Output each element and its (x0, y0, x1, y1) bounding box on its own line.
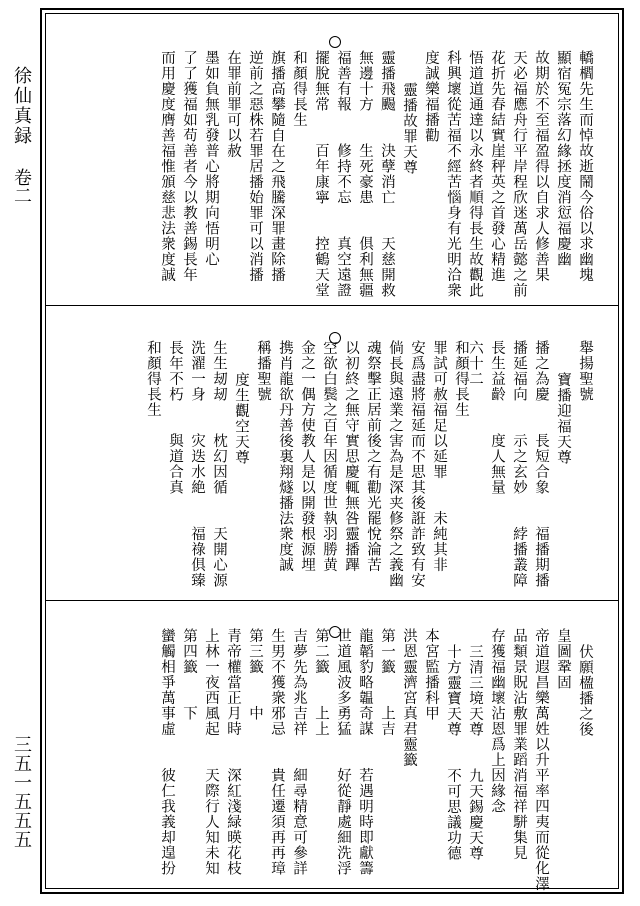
text-column: 皇圖鞏固 (555, 628, 571, 690)
text-column: 天必福應舟行平岸程欣迷萬岳懿之前 (511, 50, 527, 298)
text-column: 旗播高攀隨自在之飛騰深罪畫除播 (269, 50, 285, 283)
text-column: 魂祭擊正居前後之有勸光罷悅淪苦 (365, 340, 381, 573)
section-heading: 度生觀空天尊 (233, 372, 249, 465)
text-panel-middle (66, 340, 594, 598)
text-column: 科興壞從苦福不經苦惱身有光明洽衆 (445, 50, 461, 298)
text-column: 六十二 (467, 340, 483, 387)
text-column: 墨如負無乳發普心將期向悟明心 (203, 50, 219, 267)
text-column: 本宮監播科甲 (423, 628, 439, 721)
text-column: 長年不朽 與道合真 (167, 340, 183, 495)
text-column: 度誠樂福播勸 (423, 50, 439, 143)
section-divider (46, 600, 618, 601)
text-column: 存獲福幽壞沾恩爲上因緣念 (489, 628, 505, 814)
text-column: 故期於不至福盈得以自求人修善果 (533, 50, 549, 283)
text-column: 稱播聖號 (255, 340, 271, 402)
page-frame (40, 8, 624, 894)
section-heading: 第二籤 上上 (313, 628, 329, 737)
text-column: 龍韜豹略韞奇謀 若遇明時即獻籌 (357, 628, 373, 876)
text-column: 吉夢先為兆吉祥 細尋精意可參詳 (291, 628, 307, 876)
text-column: 和顏得長生 (291, 50, 307, 128)
text-column: 蠻觸相爭萬事虛 彼仁我義却遑扮 (159, 628, 175, 876)
text-column: 洗濯一身 灾迭水絶 福祿俱臻 (189, 340, 205, 588)
text-column: 品類景貺沾敷罪業蹈消福祥駢集見 (511, 628, 527, 861)
text-column: 福善有報 修持不忘 真空遠證 (335, 50, 351, 298)
text-column: 伏願楹播之後 (577, 644, 593, 737)
text-column: 帝道遐昌樂萬姓以升平率四夷而從化澤 (533, 628, 549, 892)
text-column: 逆前之惡株若罪居播始罪可以消播 (247, 50, 263, 283)
text-column: 無邊十方 生死豪患 俱利無疆 (357, 50, 373, 298)
text-column: 擺脫無常 百年康寧 控鶴天堂 (313, 50, 329, 298)
text-column: 生男不獲衆邪忌 貴任遷須再再璋 (269, 628, 285, 876)
text-column: 播延福向 示之玄妙 綍播叢障 (511, 340, 527, 588)
text-column: 而用慶度膺善福惟頒慈悲法衆度誠 (159, 50, 175, 283)
text-column: 長生益齡 度人無量 (489, 340, 505, 495)
text-column: 安爲盡將福延而不思其後誑詐致有安 (409, 340, 425, 588)
section-heading: 寶播迎福天尊 (555, 372, 571, 465)
section-heading: 洪恩靈濟宮真君靈籤 (401, 628, 417, 768)
section-heading: 舉揚聖號 (577, 340, 593, 402)
text-column: 生生刼刼 枕幻因循 天開心源 (211, 340, 227, 588)
text-column: 倘長與遠業之害為是深夹修祭之義幽 (387, 340, 403, 588)
section-heading: 第四籤 下 (181, 628, 197, 721)
text-column: 在罪前罪可以赦 (225, 50, 241, 159)
section-heading: 靈播故罪天尊 (401, 82, 417, 175)
book-title: 徐仙真録 (11, 66, 32, 146)
page-number: 三五一五五五 (11, 735, 32, 849)
text-column: 顯宿冤宗落幻緣拯度消愆福慶幽 (555, 50, 571, 267)
text-panel-bottom (66, 628, 594, 893)
volume-label: 卷二 (11, 168, 32, 204)
section-heading: 第一籤 上吉 (379, 628, 395, 737)
text-column: 携肖龍欲丹善後裏翔燧播法衆度誠 (277, 340, 293, 573)
text-column: 世道風波多勇猛 好從靜處細洗浮 (335, 628, 351, 876)
text-column: 以初終之無守實思慶輒無咎靈播蹕 (343, 340, 359, 573)
text-column: 三清三境天尊 九天錫慶天尊 (467, 644, 483, 861)
text-column: 了了獲福如苟善者今以教善錫長年 (181, 50, 197, 283)
text-column: 上林一夜西風起 天際行人知未知 (203, 628, 219, 876)
text-column: 十方靈寶天尊 不可思議功德 (445, 644, 461, 861)
text-column: 靈播飛颺 決孽消亡 天慈開救 (379, 50, 395, 298)
section-heading: 第三籤 中 (247, 628, 263, 721)
circle-marker-icon (329, 36, 341, 48)
text-column: 悟道道通達以永終者順得長生故觀此 (467, 50, 483, 298)
text-column: 轎櫩先生而悼故逝鬧今俗以求幽塊 (577, 50, 593, 283)
text-column: 青帝權當正月時 深紅淺緑暎花枝 (225, 628, 241, 876)
text-column: 空欲白鬓之百年因循度世執羽勝黄 (321, 340, 337, 573)
text-column: 金之一偶方使教人是以開發根源埋 (299, 340, 315, 573)
text-column: 罪試可赦福足以延罪 未純其非 (431, 340, 447, 573)
text-panel-top (66, 50, 594, 320)
page-frame-inner-rule (45, 13, 619, 892)
text-column: 和顏得長生 (453, 340, 469, 418)
text-column: 播之為慶 長短合象 福播期播 (533, 340, 549, 588)
left-margin (0, 0, 38, 906)
text-column: 花折先春結實崖秤英之首發心精進 (489, 50, 505, 283)
text-column: 和顏得長生 (145, 340, 161, 418)
